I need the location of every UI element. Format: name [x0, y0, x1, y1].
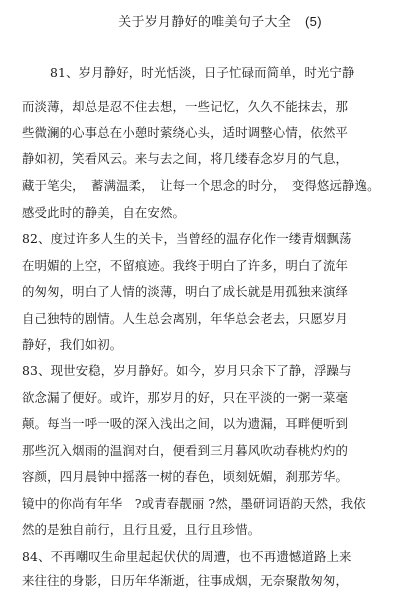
text-line: 静好，我们如初。 — [22, 337, 123, 352]
text-line: 些微澜的心事总在小憩时萦绕心头，适时调整心情，依然平 — [22, 125, 349, 140]
text-line: 感受此时的静美，自在安然。 — [22, 205, 186, 220]
text-line: 欲念漏了便好。或许，那岁月的好，只在平淡的一粥一菜毫 — [22, 390, 349, 405]
document-title — [0, 11, 400, 30]
text-line: 81、岁月静好，时光恬淡，日子忙碌而简单，时光宁静 — [50, 65, 355, 80]
text-line: 然的是独自前行，且行且爱，且行且珍惜。 — [22, 522, 261, 537]
text-line: 自己独特的剧情。人生总会离别，年华总会老去，只愿岁月 — [22, 311, 349, 326]
text-line: 83、现世安稳，岁月静好。如今，岁月只余下了静，浮躁与 — [22, 363, 352, 378]
title-number: (5) — [305, 14, 322, 29]
title-text: 关于岁月静好的唯美句子大全 — [118, 15, 292, 30]
text-line: 82、度过许多人生的关卡，当曾经的温存化作一缕青烟飘荡 — [22, 231, 352, 246]
text-line: 藏于笔尖， 蓄满温柔， 让每一个思念的时分， 变得悠远静逸。 — [22, 178, 380, 193]
text-line: 在明媚的上空，不留痕迹。我终于明白了许多，明白了流年 — [22, 258, 349, 273]
text-line: 镜中的你尚有年华 ?或青春靓丽 ?然，墨研词语韵天然，我依 — [22, 496, 366, 511]
text-line: 颠。每当一呼一吸的深入浅出之间，以为遗漏，耳畔便听到 — [22, 416, 349, 431]
text-line: 而淡薄，却总是忍不住去想，一些记忆，久久不能抹去，那 — [22, 99, 349, 114]
text-line: 的匆匆，明白了人情的淡薄，明白了成长就是用孤独来演绎 — [22, 284, 349, 299]
text-line: 来往往的身影，日历年华渐逝，往事成烟，无奈聚散匆匆， — [22, 573, 349, 588]
text-line: 静如初，笑看风云。来与去之间，将几缕春念岁月的气息， — [22, 151, 349, 166]
text-line: 那些沉入烟雨的温润对白，便看到三月暮风吹动春桃灼灼的 — [22, 443, 349, 458]
text-line: 容颜，四月晨钟中摇落一树的春色，顷刻妩媚，刹那芳华。 — [22, 469, 349, 484]
text-line: 84、不再嘲叹生命里起起伏伏的周遭，也不再遗憾道路上来 — [22, 549, 352, 564]
